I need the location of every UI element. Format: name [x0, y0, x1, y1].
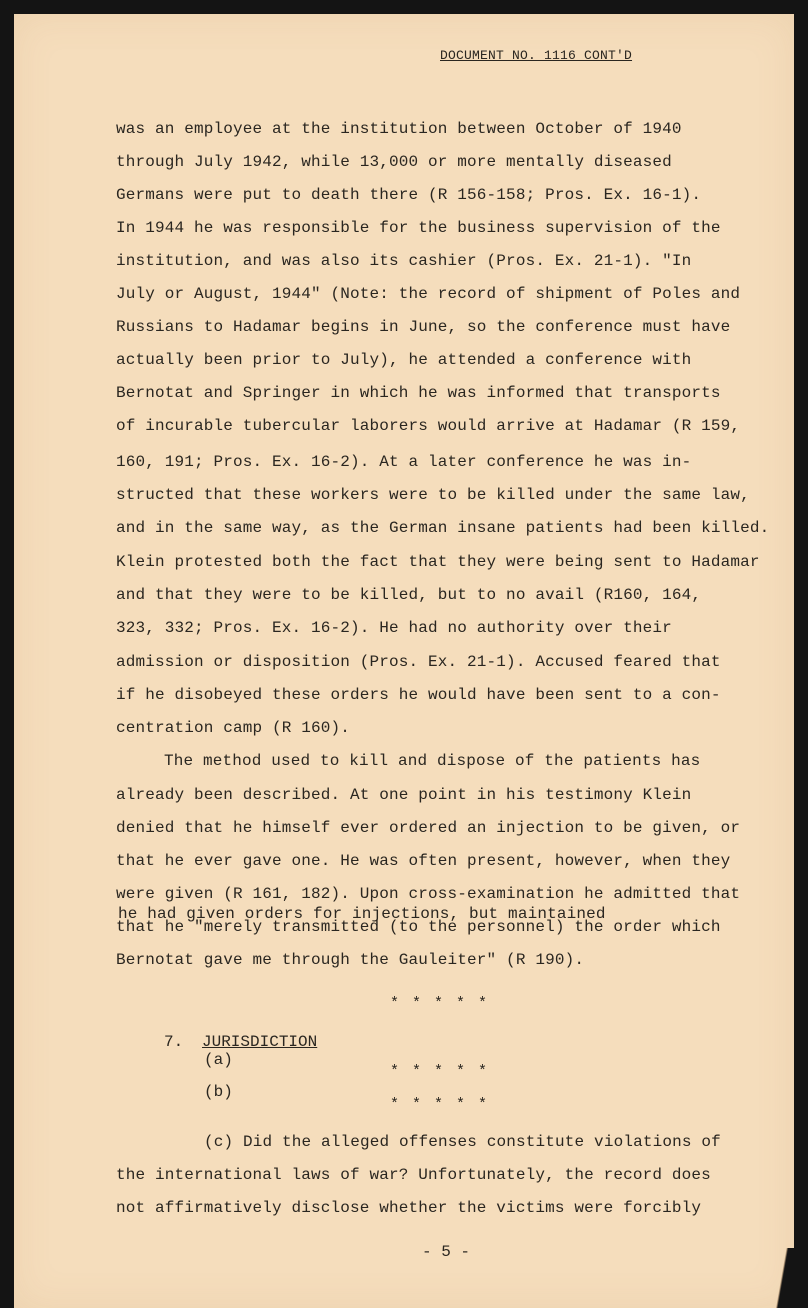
text-line: already been described. At one point in his testimony Klein: [116, 786, 692, 804]
text-line: that he "merely transmitted (to the personnel) the order which: [116, 918, 721, 936]
text-line: the international laws of war? Unfortunately, the record does: [116, 1166, 711, 1184]
subsection-b-label: (b): [204, 1083, 233, 1101]
text-line: (c) Did the alleged offenses constitute violations of: [204, 1133, 721, 1151]
text-line: In 1944 he was responsible for the business supervision of the: [116, 219, 721, 237]
document-page: [14, 14, 794, 1308]
text-line: and that they were to be killed, but to no avail (R160, 164,: [116, 586, 702, 604]
subsection-b-stars: * * * * *: [390, 1096, 490, 1113]
text-line: and in the same way, as the German insane patients had been killed.: [116, 519, 770, 537]
text-line: admission or disposition (Pros. Ex. 21-1). Accused feared that: [116, 653, 721, 671]
text-line: actually been prior to July), he attended a conference with: [116, 351, 692, 369]
text-line: if he disobeyed these orders he would have been sent to a con-: [116, 686, 721, 704]
text-line: of incurable tubercular laborers would arrive at Hadamar (R 159,: [116, 417, 741, 435]
page-number: - 5 -: [422, 1243, 471, 1261]
text-line: Klein protested both the fact that they were being sent to Hadamar: [116, 553, 760, 571]
text-line: Germans were put to death there (R 156-158; Pros. Ex. 16-1).: [116, 186, 702, 204]
text-line: Bernotat and Springer in which he was informed that transports: [116, 384, 721, 402]
subsection-a-label: (a): [204, 1051, 233, 1069]
text-line: structed that these workers were to be killed under the same law,: [116, 486, 750, 504]
text-line: through July 1942, while 13,000 or more mentally diseased: [116, 153, 672, 171]
text-line: not affirmatively disclose whether the victims were forcibly: [116, 1199, 702, 1217]
text-line: 160, 191; Pros. Ex. 16-2). At a later conference he was in-: [116, 453, 692, 471]
inserted-text-line: he had given orders for injections, but maintained: [118, 905, 606, 923]
text-line: denied that he himself ever ordered an injection to be given, or: [116, 819, 741, 837]
text-line: institution, and was also its cashier (Pros. Ex. 21-1). "In: [116, 252, 692, 270]
section-number: 7.: [164, 1033, 184, 1051]
text-line: centration camp (R 160).: [116, 719, 351, 737]
page-corner-fold: [764, 1248, 794, 1308]
text-line: 323, 332; Pros. Ex. 16-2). He had no authority over their: [116, 619, 672, 637]
text-line: was an employee at the institution between October of 1940: [116, 120, 682, 138]
document-number-header: DOCUMENT NO. 1116 CONT'D: [440, 48, 633, 63]
subsection-a-stars: * * * * *: [390, 1063, 490, 1080]
text-line: were given (R 161, 182). Upon cross-examination he admitted that: [116, 885, 741, 903]
section-title: JURISDICTION: [202, 1033, 318, 1051]
text-line: Russians to Hadamar begins in June, so the conference must have: [116, 318, 731, 336]
text-line: Bernotat gave me through the Gauleiter" (R 190).: [116, 951, 585, 969]
text-line: that he ever gave one. He was often present, however, when they: [116, 852, 731, 870]
section-separator-stars: * * * * *: [390, 995, 490, 1012]
text-line: July or August, 1944" (Note: the record of shipment of Poles and: [116, 285, 741, 303]
text-line: The method used to kill and dispose of the patients has: [164, 752, 701, 770]
